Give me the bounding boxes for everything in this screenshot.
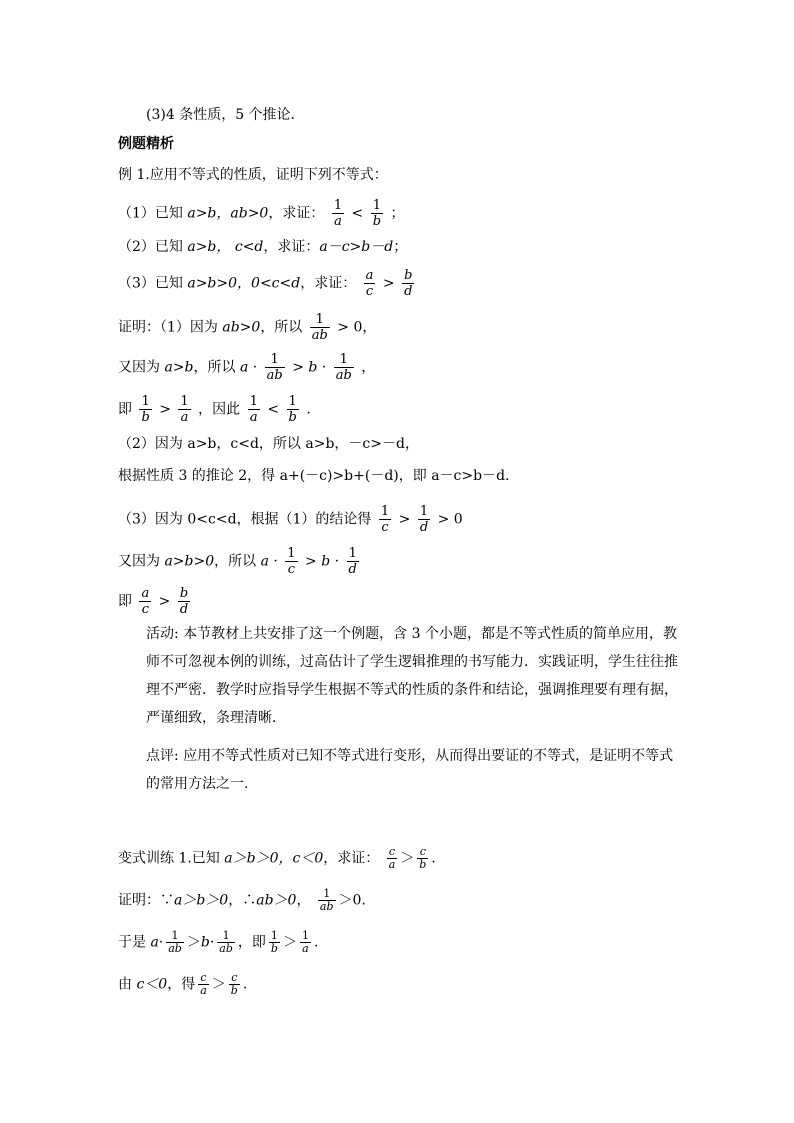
proof-3-line-a: （3）因为 0<c<d，根据（1）的结论得 $\frac{1}{c}$ > $\frac{1}{d}$ > 0 [118, 504, 463, 535]
proof-2-line-b: 根据性质 3 的推论 2，得 a+(－c)>b+(－d)，即 a－c>b－d. [118, 468, 510, 484]
fraction: $\frac{1}{d}$ [419, 504, 429, 535]
fraction: $\frac{c}{a}$ [388, 845, 396, 871]
fraction: $\frac{1}{a}$ [180, 394, 189, 425]
fraction: $\frac{1}{b}$ [372, 198, 382, 229]
variant-exercise: 变式训练 1.已知 a＞b＞0，c＜0，求证： $\frac{c}{a}$ ＞ $\frac{c}{b}$ . [118, 845, 436, 871]
example-item-2: （2）已知 a>b， c<d，求证：a－c>b－d； [118, 239, 408, 255]
proof-1-line-b: 又因为 a>b，所以 a · $\frac{1}{ab}$ > b · $\frac{1}{ab}$ ， [118, 352, 376, 383]
activity-paragraph: 活动: 本节教材上共安排了这一个例题，含 3 个小题，都是不等式性质的简单应用，教师不可忽视本例的训练，过高估计了学生逻辑推理的书写能力．实践证明，学生往往推理不严密．教学时应指导学生根据不等式的性质的条件和结论，强调推理要有理有据，严谨细致，条理清晰． [146, 626, 678, 726]
proof-1-line-a: 证明：（1）因为 ab>0，所以 $\frac{1}{ab}$ > 0， [118, 312, 377, 343]
fraction: $\frac{1}{c}$ [287, 546, 296, 577]
fraction: $\frac{1}{a}$ [301, 929, 309, 955]
variant-proof-line-1: 证明：∵a＞b＞0，∴ab＞0， $\frac{1}{ab}$ ＞0. [118, 887, 366, 913]
fraction: $\frac{1}{ab}$ [311, 312, 328, 343]
fraction: $\frac{b}{d}$ [404, 268, 413, 299]
comment-paragraph: 点评: 应用不等式性质对已知不等式进行变形，从而得出要证的不等式，是证明不等式的常用方法之一. [146, 748, 674, 792]
example-intro: 例 1.应用不等式的性质，证明下列不等式： [118, 167, 388, 183]
proof-2-line-a: （2）因为 a>b，c<d，所以 a>b，－c>－d， [118, 436, 419, 452]
fraction: $\frac{1}{ab}$ [266, 352, 283, 383]
example-item-3: （3）已知 a>b>0，0<c<d，求证： $\frac{a}{c}$ > $\frac{b}{d}$ [118, 268, 413, 299]
proof-1-line-c: 即 $\frac{1}{b}$ > $\frac{1}{a}$ ，因此 $\frac{1}{a}$ < $\frac{1}{b}$ . [118, 394, 311, 425]
fraction: $\frac{b}{d}$ [179, 586, 189, 617]
fraction: $\frac{c}{b}$ [419, 845, 427, 871]
properties-line: (3)4 条性质，5 个推论． [146, 107, 305, 123]
proof-3-line-b: 又因为 a>b>0，所以 a · $\frac{1}{c}$ > b · $\frac{1}{d}$ [118, 546, 357, 577]
fraction: $\frac{c}{b}$ [230, 971, 238, 997]
fraction: $\frac{c}{a}$ [200, 971, 207, 997]
fraction: $\frac{1}{b}$ [270, 929, 278, 955]
variant-proof-line-2: 于是 a· $\frac{1}{ab}$ ＞b· $\frac{1}{ab}$ ，即 $\frac{1}{b}$ ＞ $\frac{1}{a}$ . [118, 929, 319, 955]
fraction: $\frac{1}{b}$ [288, 394, 297, 425]
variant-proof-line-3: 由 c＜0，得 $\frac{c}{a}$ ＞ $\frac{c}{b}$ . [118, 971, 248, 997]
fraction: $\frac{1}{b}$ [141, 394, 150, 425]
fraction: $\frac{a}{c}$ [141, 586, 150, 617]
fraction: $\frac{1}{ab}$ [168, 929, 182, 955]
proof-3-line-c: 即 $\frac{a}{c}$ > $\frac{b}{d}$ [118, 586, 189, 617]
example-item-1: （1）已知 a>b，ab>0，求证： $\frac{1}{a}$ < $\frac{1}{b}$ ； [118, 198, 405, 229]
fraction: $\frac{1}{ab}$ [335, 352, 352, 383]
fraction: $\frac{1}{d}$ [348, 546, 357, 577]
fraction: $\frac{1}{a}$ [333, 198, 343, 229]
fraction: $\frac{1}{a}$ [249, 394, 258, 425]
section-heading: 例题精析 [118, 136, 174, 152]
fraction: $\frac{1}{ab}$ [219, 929, 233, 955]
fraction: $\frac{1}{c}$ [380, 504, 390, 535]
fraction: $\frac{1}{ab}$ [319, 887, 334, 913]
fraction: $\frac{a}{c}$ [365, 268, 374, 299]
